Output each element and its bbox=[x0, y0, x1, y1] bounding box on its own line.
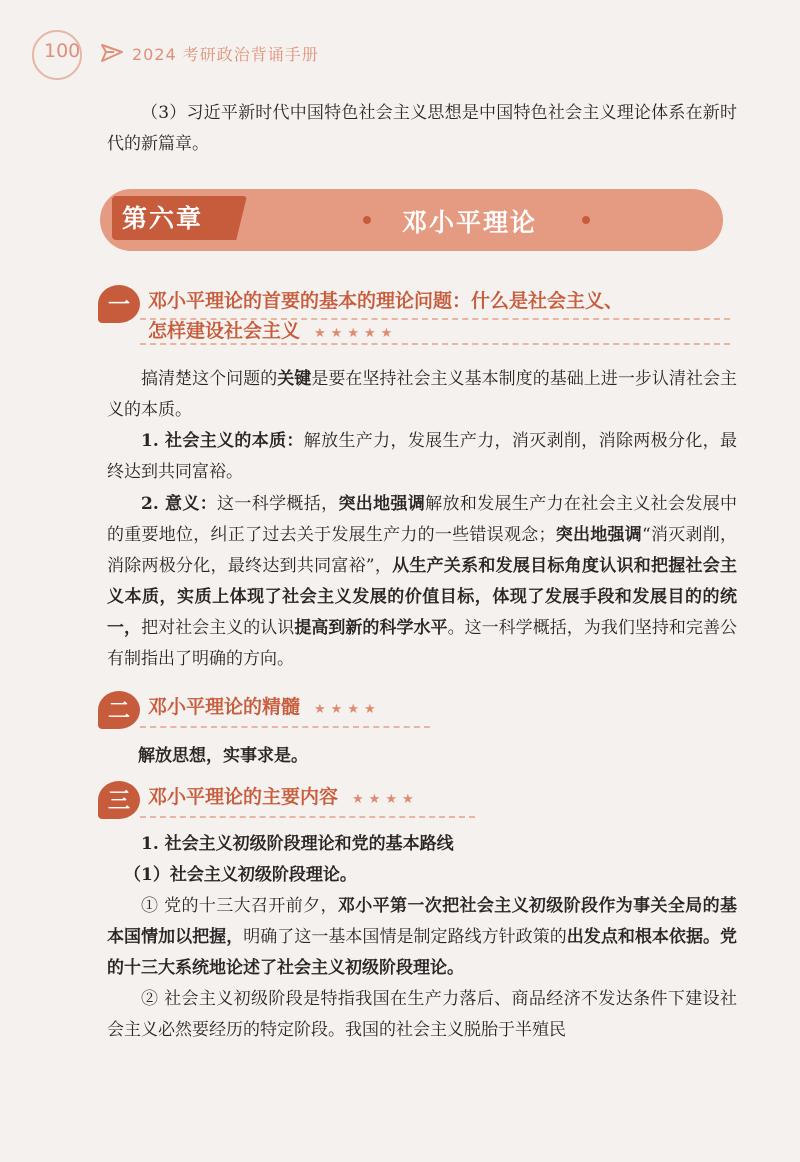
chapter-dot-left bbox=[363, 216, 371, 224]
text-run: 是要在坚持社会主义基本制度的基础上进一步认清社会主义的本质。 bbox=[107, 369, 738, 420]
text-run-bold: 提高到新的科学水平 bbox=[294, 618, 448, 638]
text-run-bold: 出发点和根本依据。党的十三大系统地论述了社会主义初级阶段理论。 bbox=[107, 927, 738, 978]
section-2-dashed-underline bbox=[140, 726, 430, 728]
section-2-title bbox=[148, 692, 381, 725]
rating-stars: ★★★★ bbox=[314, 702, 381, 717]
paper-plane-icon bbox=[100, 42, 124, 64]
section-3-title bbox=[148, 782, 419, 815]
section-2-number: 二 bbox=[107, 699, 130, 724]
text-run: 把对社会主义的认识 bbox=[141, 618, 295, 638]
text-run: 这一科学概括， bbox=[217, 494, 339, 514]
rating-stars: ★★★★★ bbox=[314, 326, 398, 341]
section-3-dashed-underline bbox=[140, 816, 475, 818]
rating-stars: ★★★★ bbox=[352, 792, 419, 807]
section-3-paragraph-1 bbox=[107, 891, 737, 984]
text-run-bold: 突出地强调 bbox=[338, 494, 426, 514]
section-1-number: 一 bbox=[107, 293, 130, 318]
section-1-title-line1: 邓小平理论的首要的基本的理论问题：什么是社会主义、 bbox=[148, 290, 624, 312]
book-title: 2024 考研政治背诵手册 bbox=[132, 45, 319, 64]
text-run: 。这一科学概括，为我们坚持和完善公有制指出了明确的方向。 bbox=[107, 618, 738, 669]
text-run: 明确了这一基本国情是制定路线方针政策的 bbox=[243, 927, 567, 947]
page-header bbox=[32, 30, 772, 70]
section-3-title-text: 邓小平理论的主要内容 bbox=[148, 786, 339, 808]
section-1-title-line2-text: 怎样建设社会主义 bbox=[148, 320, 301, 342]
text-run-bold: 邓小平第一次把社会主义初级阶段作为事关全局的基本国情加以把握， bbox=[107, 896, 738, 947]
page-number: 100 bbox=[44, 40, 81, 62]
text-run: ① 党的十三大召开前夕， bbox=[141, 896, 338, 916]
text-run-bold: 关键 bbox=[277, 369, 312, 389]
text-run-bold: 2. 意义： bbox=[141, 494, 218, 514]
chapter-title: 邓小平理论 bbox=[402, 208, 538, 237]
section-3-item-1: 1. 社会主义初级阶段理论和党的基本路线 bbox=[141, 834, 454, 854]
text-run: 解放和发展生产力在社会主义社会发展中的重要地位，纠正了过去关于发展生产力的一些错误观念； bbox=[107, 494, 738, 545]
text-run-bold: 从生产关系和发展目标角度认识和把握社会主义本质，实质上体现了社会主义发展的价值目标，体现了发展手段和发展目的的统一， bbox=[107, 556, 737, 638]
section-1-paragraph-1 bbox=[107, 364, 737, 426]
section-1-dashed-underline bbox=[140, 343, 730, 345]
section-1-dashed-line bbox=[140, 318, 730, 320]
section-1-paragraph-2 bbox=[107, 426, 737, 488]
section-1-paragraph-3 bbox=[107, 489, 737, 675]
text-run-bold: 1. 社会主义的本质： bbox=[141, 431, 304, 451]
text-run: “消灭剥削，消除两极分化，最终达到共同富裕”， bbox=[107, 525, 738, 576]
section-3-item-1-1: （1）社会主义初级阶段理论。 bbox=[124, 865, 357, 885]
section-3-paragraph-2: ② 社会主义初级阶段是特指我国在生产力落后、商品经济不发达条件下建设社会主义必然要经历的特定阶段。我国的社会主义脱胎于半殖民 bbox=[107, 989, 737, 1040]
section-2-title-text: 邓小平理论的精髓 bbox=[148, 696, 301, 718]
intro-paragraph: （3）习近平新时代中国特色社会主义思想是中国特色社会主义理论体系在新时代的新篇章。 bbox=[107, 103, 737, 154]
text-run: 解放生产力，发展生产力，消灭剥削，消除两极分化，最终达到共同富裕。 bbox=[107, 431, 738, 482]
section-2-body: 解放思想，实事求是。 bbox=[138, 746, 308, 766]
section-3-number: 三 bbox=[107, 789, 130, 814]
text-run: 搞清楚这个问题的 bbox=[141, 369, 278, 389]
chapter-number: 第六章 bbox=[122, 204, 204, 233]
chapter-dot-right bbox=[582, 216, 590, 224]
text-run-bold: 突出地强调 bbox=[555, 525, 643, 545]
